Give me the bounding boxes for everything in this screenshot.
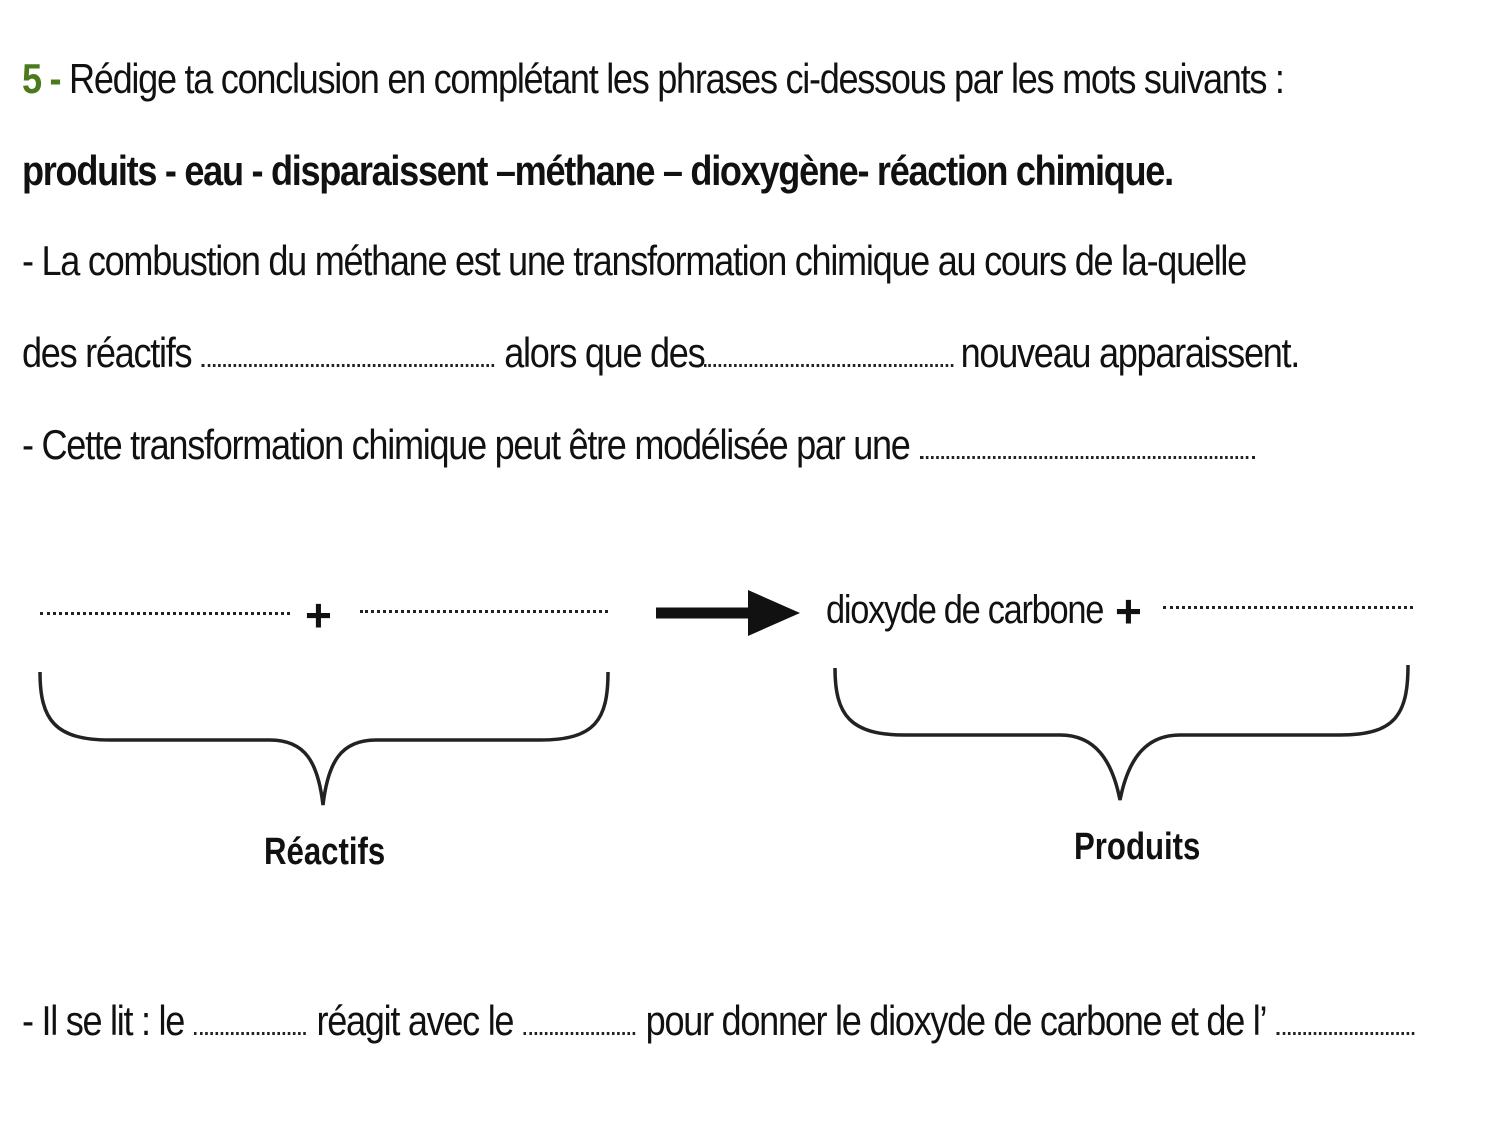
plus-sign-products: + (1115, 585, 1142, 637)
question-separator: - (49, 55, 61, 102)
sentence1-part-c: nouveau apparaissent. (960, 329, 1300, 376)
sentence1-line1: - La combustion du méthane est une transformation chimique au cours de la-quelle (22, 237, 1246, 284)
word-bank: produits - eau - disparaissent –méthane – dioxygène- réaction chimique. (22, 147, 1173, 194)
label-products: Produits (1074, 826, 1201, 868)
blank-eau[interactable] (1277, 1032, 1415, 1035)
blank-dioxygene[interactable] (524, 1032, 636, 1035)
plus-sign-reactants: + (305, 589, 332, 641)
product-carbon-dioxide: dioxyde de carbone (826, 588, 1104, 632)
sentence1-part-b: alors que des (504, 329, 705, 376)
products-brace-icon (835, 665, 1408, 800)
question-number: 5 (22, 55, 41, 102)
sentence3-line (22, 997, 1424, 1044)
sentence3-part-a: - Il se lit : le (22, 997, 185, 1044)
blank-product-2[interactable] (1163, 606, 1413, 609)
sentence1-part-a: des réactifs (22, 329, 192, 376)
sentence3-part-b: réagit avec le (316, 997, 514, 1044)
reactants-brace-icon (40, 672, 608, 805)
label-reactants: Réactifs (264, 831, 386, 873)
blank-methane[interactable] (194, 1032, 306, 1035)
question-instruction: Rédige ta conclusion en complétant les phrases ci-dessous par les mots suivants : (69, 55, 1284, 102)
sentence2-text: - Cette transformation chimique peut être modélisée par une (22, 421, 910, 468)
sentence3-part-c: pour donner le dioxyde de carbone et de l’ (645, 997, 1267, 1044)
reaction-arrow-icon (656, 590, 800, 636)
